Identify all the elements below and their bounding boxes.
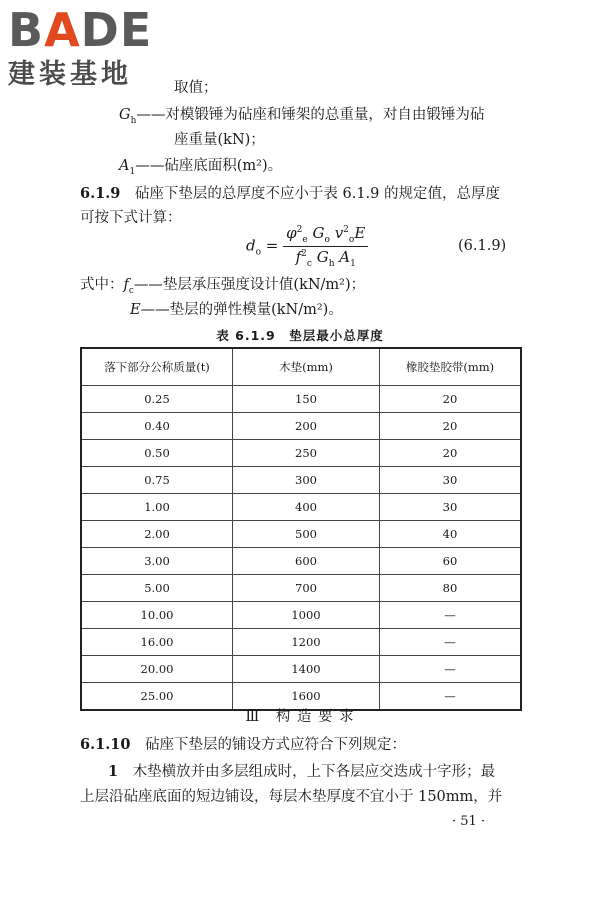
table-cell: 200 [233, 413, 380, 440]
item-1: 1 木垫横放并由多层组成时，上下各层应交迭成十字形；最 [108, 763, 496, 780]
table-row [81, 494, 521, 521]
table-cell: 1600 [233, 683, 380, 711]
fc-definition: 式中：$f_c——$垫层承压强度设计值(kN/m²)； [80, 277, 366, 296]
table-cell: 1400 [233, 656, 380, 683]
section-heading: Ⅲ 构 造 要 求 [245, 709, 355, 725]
table-row [81, 548, 521, 575]
table-cell: 20 [380, 440, 522, 467]
table-cell: 80 [380, 575, 522, 602]
table-cell: 3.00 [81, 548, 233, 575]
table-cell: — [380, 656, 522, 683]
table-cell: 0.75 [81, 467, 233, 494]
table-cell: 30 [380, 467, 522, 494]
table-row [81, 386, 521, 413]
table-cell: 40 [380, 521, 522, 548]
table-cell: 500 [233, 521, 380, 548]
table-row [81, 521, 521, 548]
column-header: 木垫(mm) [233, 348, 380, 386]
table-row [81, 602, 521, 629]
table-cell: 2.00 [81, 521, 233, 548]
table-cell: 300 [233, 467, 380, 494]
table-cell: 25.00 [81, 683, 233, 711]
table-cell: 20.00 [81, 656, 233, 683]
table-row [81, 467, 521, 494]
clause-6-1-9: 6.1.9 砧座下垫层的总厚度不应小于表 6.1.9 的规定值，总厚度 [80, 185, 500, 202]
table-cell: — [380, 602, 522, 629]
table-cell: — [380, 683, 522, 711]
clause-6-1-9-cont: 可按下式计算： [80, 210, 182, 226]
table-row [81, 440, 521, 467]
column-header: 橡胶垫胶带(mm) [380, 348, 522, 386]
table-cell: — [380, 629, 522, 656]
e-definition: E——垫层的弹性模量(kN/m²)。 [130, 302, 343, 318]
table-cell: 5.00 [81, 575, 233, 602]
table-cell: 250 [233, 440, 380, 467]
table-cell: 0.50 [81, 440, 233, 467]
brand-accent-letter: A [44, 3, 81, 57]
table-row [81, 683, 521, 711]
table-cell: 30 [380, 494, 522, 521]
table-cell: 1200 [233, 629, 380, 656]
table-cell: 600 [233, 548, 380, 575]
formula-6-1-9: $d_o$ = $\frac{\varphi^2_e G_o v^2_oE}{f^2_c G_h A_1}$ [246, 224, 368, 269]
clause-6-1-10: 6.1.10 砧座下垫层的铺设方式应符合下列规定： [80, 736, 406, 753]
a1-definition: $A_1——$砧座底面积(m²)。 [119, 158, 283, 177]
table-cell: 20 [380, 386, 522, 413]
table-cell: 60 [380, 548, 522, 575]
table-cell: 400 [233, 494, 380, 521]
gh-definition: $G_h——$对模锻锤为砧座和锤架的总重量，对自由锻锤为砧 [119, 107, 485, 126]
formula-number: (6.1.9) [458, 238, 507, 254]
table-cell: 20 [380, 413, 522, 440]
table-row [81, 575, 521, 602]
column-header: 落下部分公称质量(t) [81, 348, 233, 386]
table-row [81, 413, 521, 440]
table-row [81, 656, 521, 683]
table-cell: 1000 [233, 602, 380, 629]
item-1-cont: 上层沿砧座底面的短边铺设，每层木垫厚度不宜小于 150mm，并 [80, 789, 503, 805]
gh-definition-cont: 座重量(kN)； [174, 132, 265, 148]
table-caption: 表 6.1.9 垫层最小总厚度 [216, 328, 384, 343]
table-cell: 10.00 [81, 602, 233, 629]
table-header-row [81, 348, 521, 386]
logo [8, 3, 153, 92]
brand-wordmark: BADE [8, 3, 153, 57]
text-line-1: 取值； [174, 80, 218, 96]
table-cell: 0.25 [81, 386, 233, 413]
table-cell: 0.40 [81, 413, 233, 440]
table-row [81, 629, 521, 656]
table-cell: 700 [233, 575, 380, 602]
table-cell: 1.00 [81, 494, 233, 521]
table-cell: 16.00 [81, 629, 233, 656]
min-thickness-table [80, 347, 522, 711]
brand-subtitle: 建装基地 [8, 59, 132, 90]
page-number: · 51 · [452, 814, 486, 829]
table-cell: 150 [233, 386, 380, 413]
